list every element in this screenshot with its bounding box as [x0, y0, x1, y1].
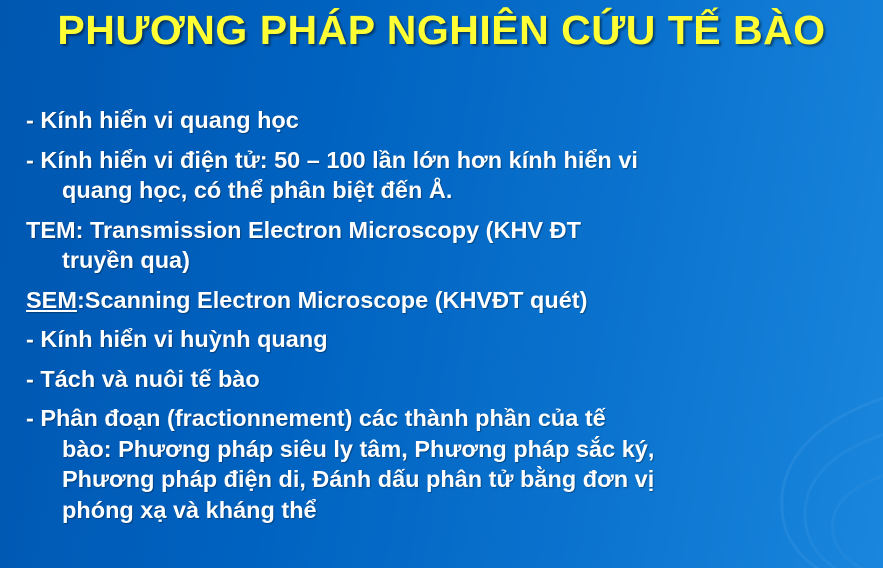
- bullet-line-7: [26, 403, 869, 525]
- bullet-line-6: [26, 364, 869, 395]
- slide-body: [26, 105, 869, 535]
- bullet-text-7-cont-2: Phương pháp điện di, Đánh dấu phân tử bằng đơn vị: [62, 466, 655, 493]
- bullet-text-4: :Scanning Electron Microscope (KHVĐT quét): [76, 286, 588, 313]
- bullet-line-1: [26, 105, 869, 136]
- bullet-text-2: - Kính hiển vi điện tử: 50 – 100 lần lớn hơn kính hiển vi: [26, 146, 638, 173]
- bullet-text-5: - Kính hiển vi huỳnh quang: [26, 326, 328, 353]
- bullet-text-7-cont-3: phóng xạ và kháng thể: [62, 497, 317, 524]
- bullet-text-7: - Phân đoạn (fractionnement) các thành phần của tế: [26, 405, 606, 432]
- sem-label: SEM: [26, 286, 77, 313]
- bullet-line-2: [26, 145, 869, 206]
- bullet-text-6: - Tách và nuôi tế bào: [26, 365, 260, 392]
- slide-title: PHƯƠNG PHÁP NGHIÊN CỨU TẾ BÀO: [57, 7, 826, 53]
- bullet-text-1: - Kính hiển vi quang học: [26, 107, 299, 133]
- bullet-text-3-cont: truyền qua): [62, 247, 190, 274]
- bullet-text-7-cont-1: bào: Phương pháp siêu ly tâm, Phương pháp sắc ký,: [62, 435, 655, 462]
- bullet-line-5: [26, 324, 869, 355]
- bullet-text-2-cont: quang học, có thể phân biệt đến Å.: [62, 177, 453, 204]
- bullet-text-3: TEM: Transmission Electron Microscopy (KHV ĐT: [26, 216, 581, 243]
- bullet-line-3: [26, 215, 869, 276]
- bullet-line-4: [26, 285, 869, 316]
